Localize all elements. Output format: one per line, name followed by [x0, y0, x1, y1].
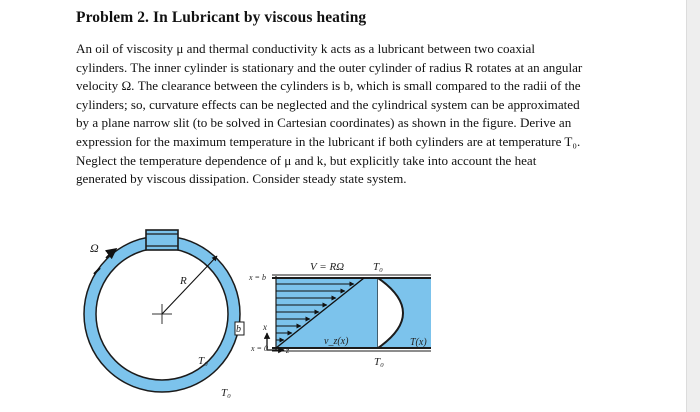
x-equals-b-label: x = b: [249, 273, 266, 282]
page-edge: [686, 0, 700, 412]
statement-line: generated by viscous dissipation. Consider steady state system.: [76, 171, 407, 187]
statement-line: An oil of viscosity μ and thermal conductivity k acts as a lubricant between two coaxial: [76, 41, 535, 56]
temperature-profile-label: T(x): [410, 337, 427, 348]
radius-label: R: [180, 275, 187, 287]
statement-line: Neglect the temperature dependence of μ and k, but explicitly take into account the heat: [76, 152, 537, 168]
statement-line: cylinders. The inner cylinder is stationary and the outer cylinder of radius R rotates at an angular: [76, 59, 583, 75]
velocity-profile-label: v_z(x): [324, 336, 349, 347]
narrow-slit: [248, 261, 431, 368]
statement-line: cylinders; so, curvature effects can be neglected and the cylindrical system can be approximated: [76, 96, 580, 112]
statement-line: by a plane narrow slit (to be solved in Cartesian coordinates) as shown in the figure. Derive an: [76, 115, 572, 131]
coaxial-cylinders: [84, 230, 244, 399]
gap-label: b: [236, 324, 241, 335]
lubricant-layer: [276, 278, 431, 348]
top-t0-label: T₀: [373, 261, 383, 273]
x-equals-0-label: x = 0: [251, 344, 268, 353]
velocity-label: V = RΩ: [310, 261, 345, 273]
problem-title: Problem 2. In Lubricant by viscous heating: [76, 9, 367, 26]
omega-label: Ω: [90, 241, 99, 255]
x-axis-label: x: [263, 322, 267, 332]
z-axis-label: z: [286, 346, 290, 355]
figure-drawing: [76, 218, 472, 410]
zoom-window: [146, 230, 178, 250]
outer-t0-label: T₀: [221, 387, 231, 399]
lubricant-figure: [76, 218, 472, 410]
statement-line: expression for the maximum temperature in the lubricant if both cylinders are at temperature T₀.: [76, 133, 581, 149]
problem-statement: [76, 40, 608, 189]
bottom-t0-label: T₀: [374, 356, 384, 368]
statement-line: velocity Ω. The clearance between the cylinders is b, which is small compared to the radii of the: [76, 78, 581, 94]
inner-t0-label: T₀: [198, 355, 208, 367]
